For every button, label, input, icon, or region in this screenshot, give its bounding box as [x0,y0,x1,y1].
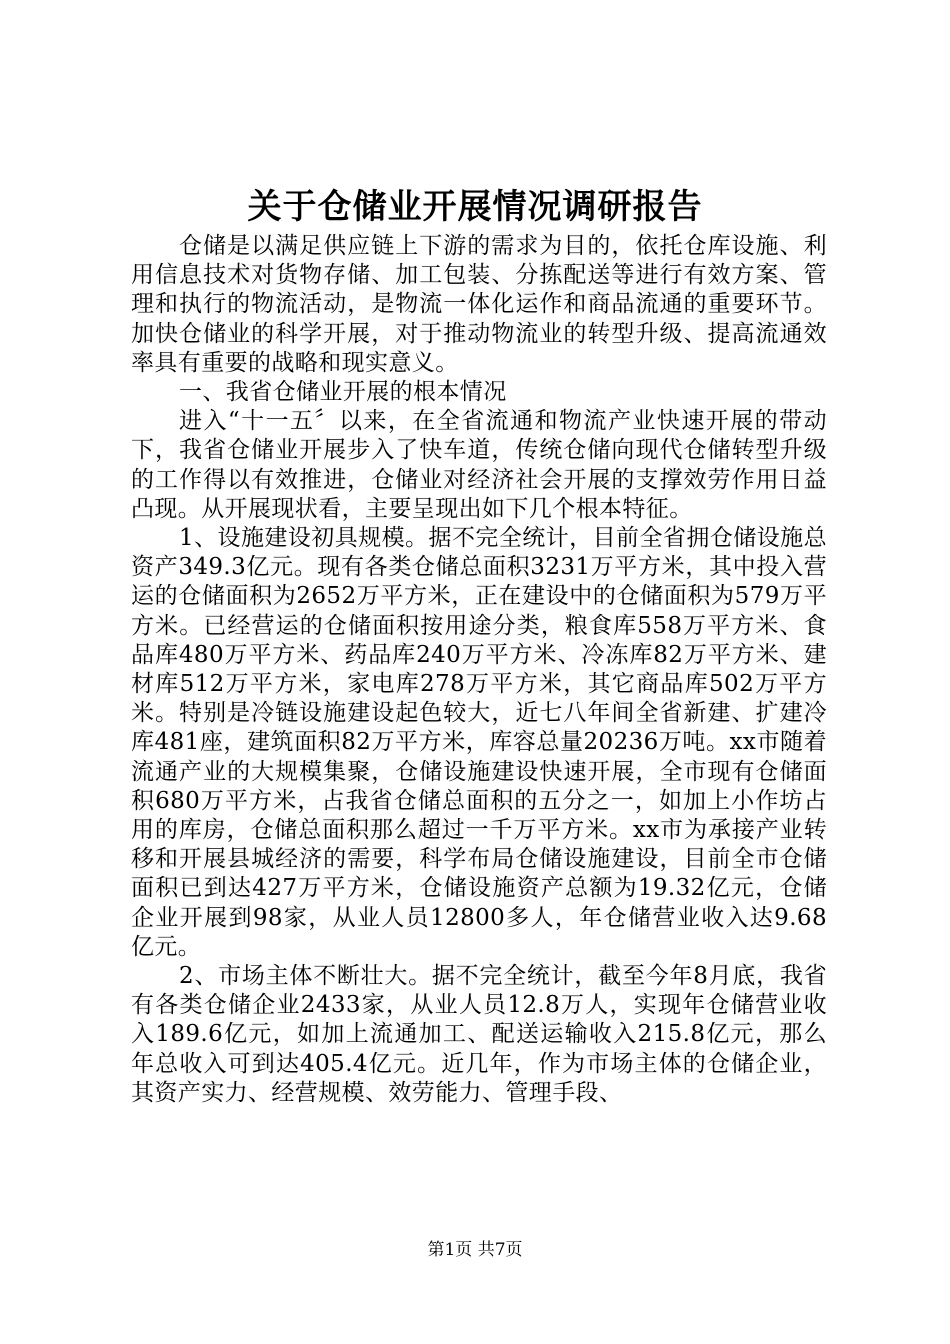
intro-paragraph: 仓储是以满足供应链上下游的需求为目的，依托仓库设施、利用信息技术对货物存储、加工包装、分拣配送等进行有效方案、管理和执行的物流活动，是物流一体化运作和商品流通的重要环节。加快仓储业的科学开展，对于推动物流业的转型升级、提高流通效率具有重要的战略和现实意义。 [131,233,827,376]
section-heading: 一、我省仓储业开展的根本情况 [179,379,507,406]
document-body [131,232,827,1108]
page-footer: 第1页 共7页 [427,1240,523,1260]
market-paragraph: 2、市场主体不断壮大。据不完全统计，截至今年8月底，我省有各类仓储企业2433家，从业人员12.8万人，实现年仓储营业收入189.6亿元，如加上流通加工、配送运输收入215.8亿元，那么年总收入可到达405.4亿元。近几年，作为市场主体的仓储企业，其资产实力、经营规模、效劳能力、管理手段、 [131,963,827,1106]
facilities-paragraph: 1、设施建设初具规模。据不完全统计，目前全省拥仓储设施总资产349.3亿元。现有各类仓储总面积3231万平方米，其中投入营运的仓储面积为2652万平方米，正在建设中的仓储面积为579万平方米。已经营运的仓储面积按用途分类，粮食库558万平方米、食品库480万平方米、药品库240万平方米、冷冻库82万平方米、建材库512万平方米，家电库278万平方米，其它商品库502万平方米。特别是冷链设施建设起色较大，近七八年间全省新建、扩建冷库481座，建筑面积82万平方米，库容总量20236万吨。xx市随着流通产业的大规模集聚，仓储设施建设快速开展，全市现有仓储面积680万平方米，占我省仓储总面积的五分之一，如加上小作坊占用的库房，仓储总面积那么超过一千万平方米。xx市为承接产业转移和开展县城经济的需要，科学布局仓储设施建设，目前全市仓储面积已到达427万平方米，仓储设施资产总额为19.32亿元，仓储企业开展到98家，从业人员12800多人，年仓储营业收入达9.68亿元。 [131,525,827,960]
document-title: 关于仓储业开展情况调研报告 [247,187,703,227]
overview-paragraph: 进入“十一五〞以来，在全省流通和物流产业快速开展的带动下，我省仓储业开展步入了快车道，传统仓储向现代仓储转型升级的工作得以有效推进，仓储业对经济社会开展的支撑效劳作用日益凸现。从开展现状看，主要呈现出如下几个根本特征。 [131,408,827,522]
